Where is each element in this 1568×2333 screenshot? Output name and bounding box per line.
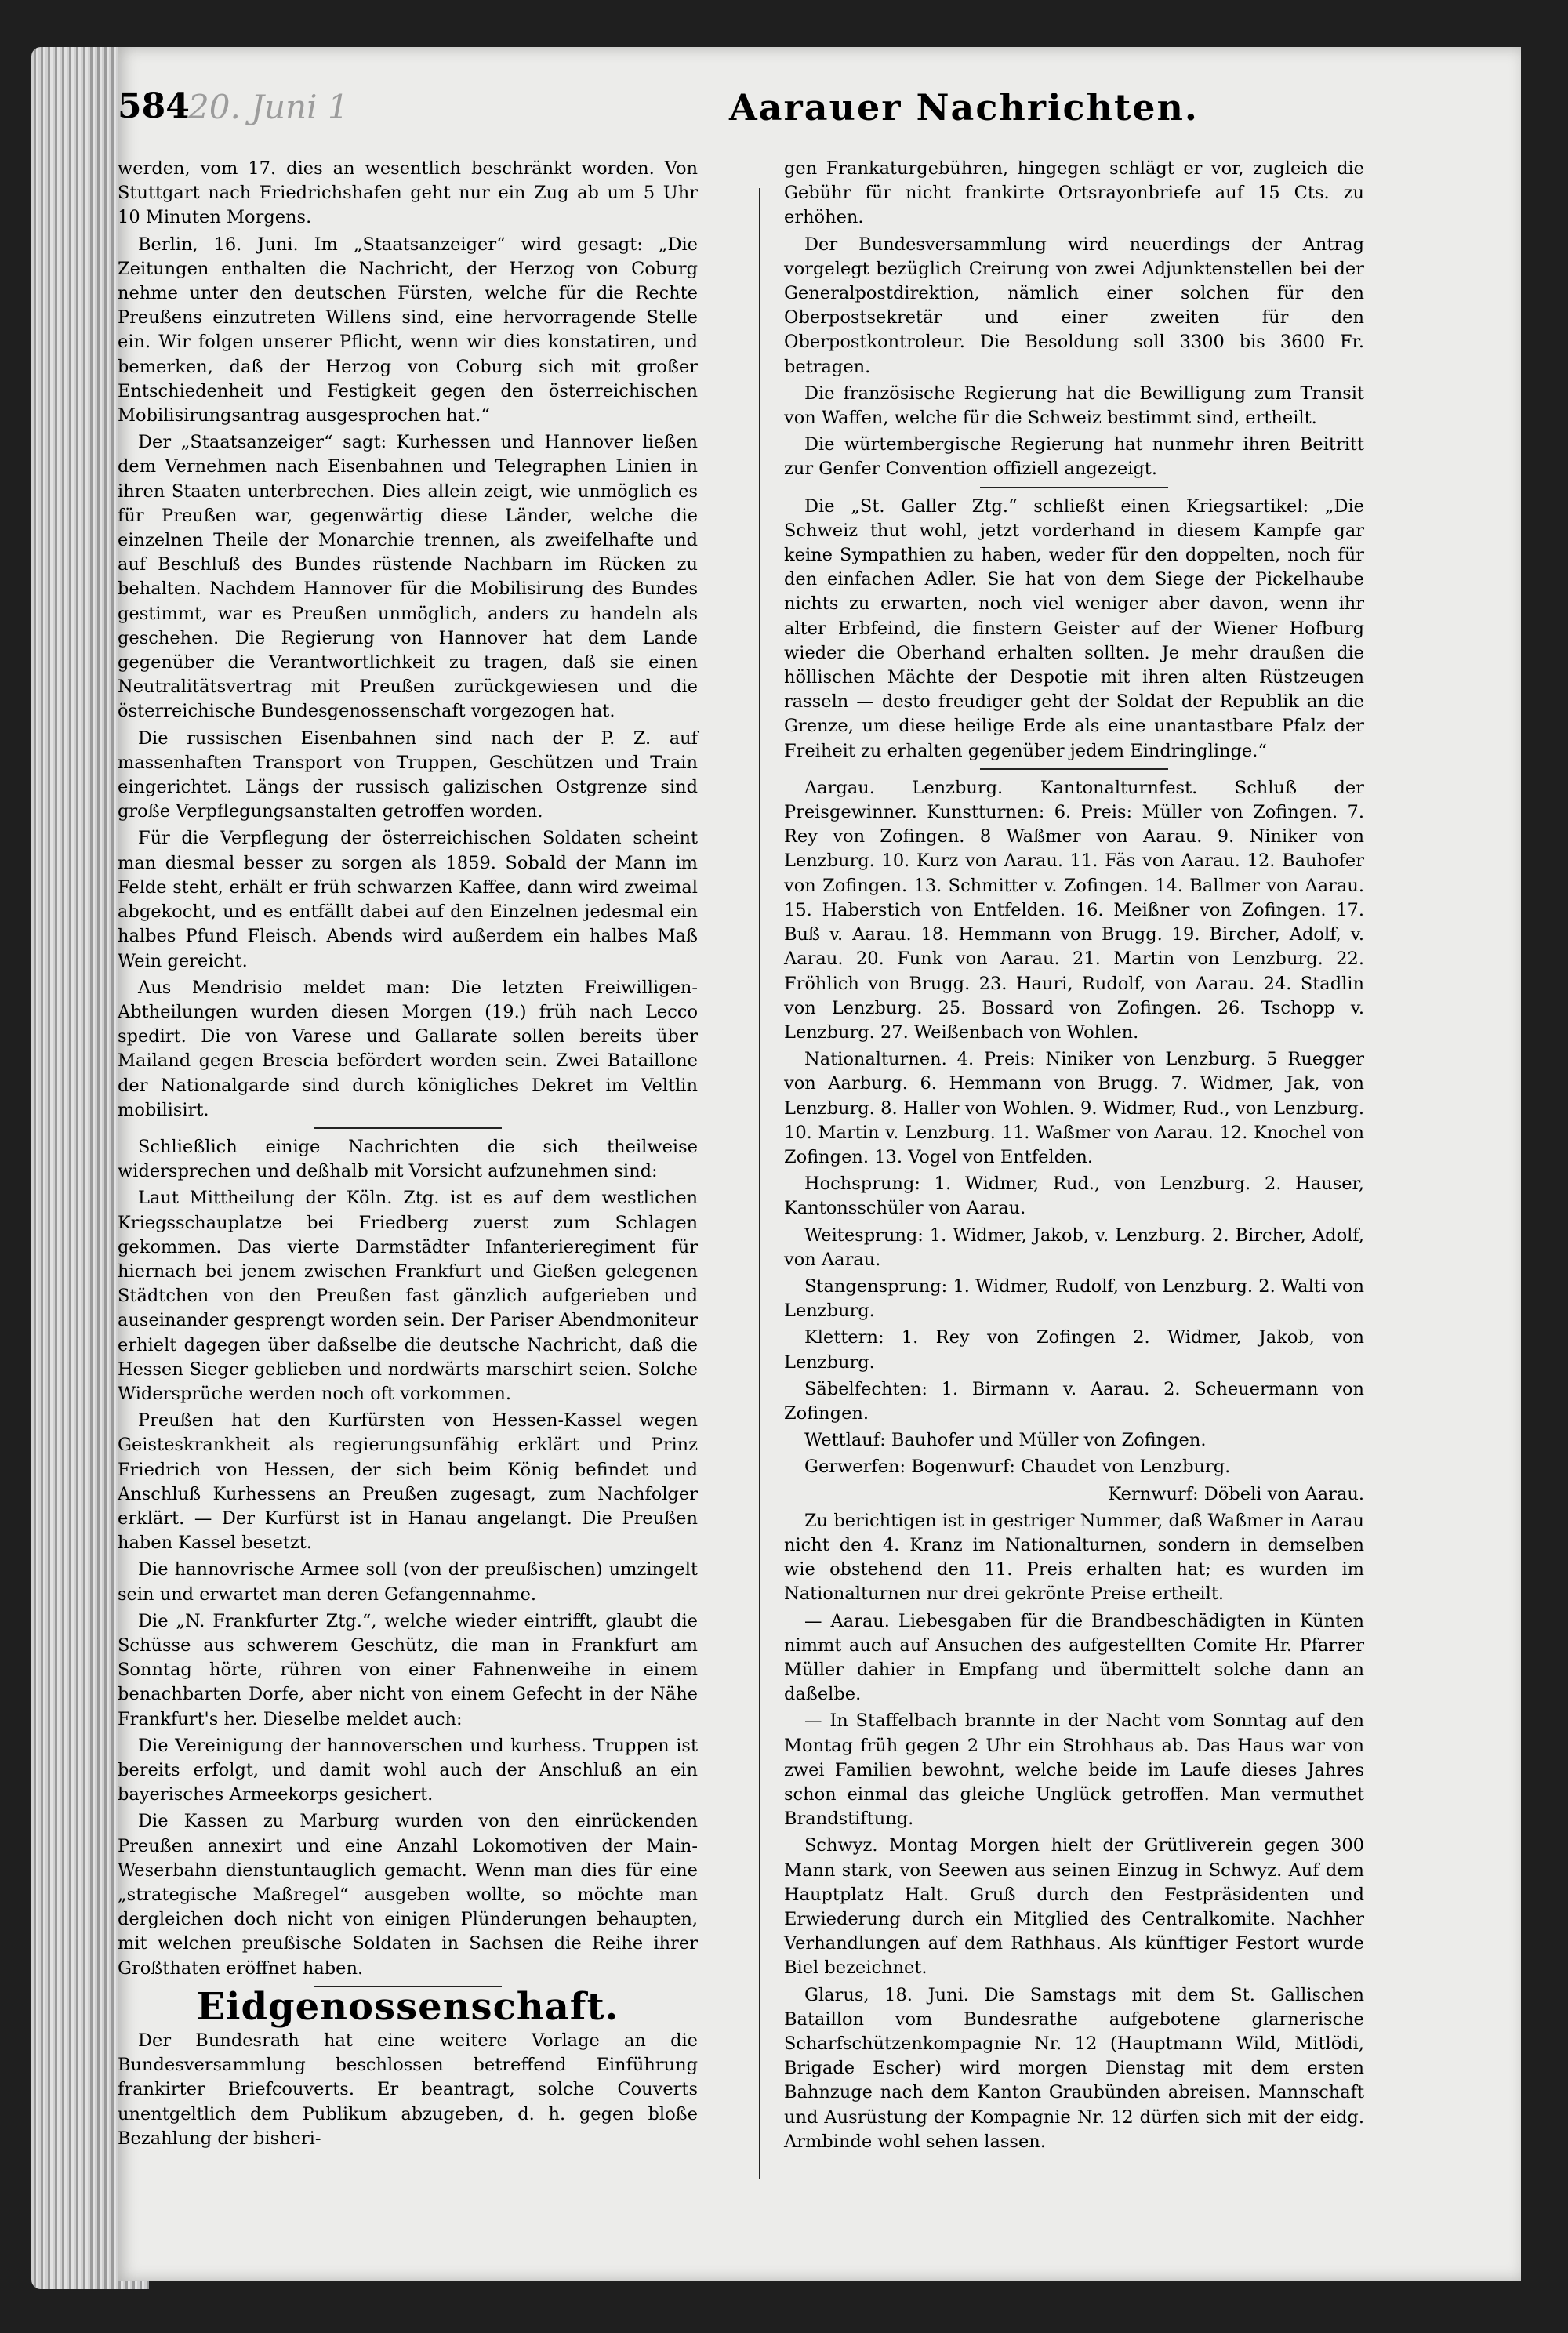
- separator-rule: [314, 1127, 502, 1129]
- article-paragraph: Aargau. Lenzburg. Kantonalturnfest. Schluß der Preisgewinner. Kunstturnen: 6. Preis: Müller von Zofingen. 7. Rey von Zofingen. 8 Waßmer von Aarau. 9. Niniker von Lenzburg. 10. Kurz von Aarau. 11. Fäs von Aarau. 12. Bauhofer von Zofingen. 13. Schmitter v. Zofingen. 14. Ballmer von Aarau. 15. Haberstich von Entfelden. 16. Meißner von Zofingen. 17. Buß v. Aarau. 18. Hemmann von Brugg. 19. Bircher, Adolf, v. Aarau. 20. Funk von Aarau. 21. Martin von Lenzburg. 22. Fröhlich von Brugg. 23. Hauri, Rudolf, von Aarau. 24. Stadlin von Lenzburg. 25. Bossard von Zofingen. 26. Tschopp v. Lenzburg. 27. Weißenbach von Wohlen.: [784, 777, 1364, 1043]
- article-paragraph: — Aarau. Liebesgaben für die Brandbeschädigten in Künten nimmt auch auf Ansuchen des aufgestellten Comite Hr. Pfarrer Müller dahier in Empfang und übermittelt solche dann an daßelbe.: [784, 1610, 1364, 1705]
- page-header: [118, 86, 1388, 149]
- article-paragraph: gen Frankaturgebühren, hingegen schlägt er vor, zugleich die Gebühr für nicht frankirte Ortsrayonbriefe auf 15 Cts. zu erhöhen.: [784, 158, 1364, 228]
- article-paragraph: Schwyz. Montag Morgen hielt der Grütliverein gegen 300 Mann stark, von Seewen aus seinen Einzug in Schwyz. Auf dem Hauptplatz Halt. Gruß durch den Festpräsidenten und Erwiederung durch ein Mitglied des Centralkomite. Nachher Verhandlungen auf dem Rathhaus. Als künftiger Festort wurde Biel bezeichnet.: [784, 1835, 1364, 1979]
- article-paragraph: Glarus, 18. Juni. Die Samstags mit dem St. Gallischen Bataillon vom Bundesrathe aufgebotene glarnerische Scharfschützenkompagnie Nr. 12 (Hauptmann Wild, Mitlödi, Brigade Escher) wird morgen Dienstag mit dem ersten Bahnzuge nach dem Kanton Graubünden abreisen. Mannschaft und Ausrüstung der Kompagnie Nr. 12 dürfen sich mit der eidg. Armbinde wohl sehen lassen.: [784, 1984, 1364, 2152]
- separator-rule: [980, 768, 1168, 770]
- left-column: [118, 157, 698, 2153]
- article-paragraph: Die hannovrische Armee soll (von der preußischen) umzingelt sein und erwartet man deren Gefangennahme.: [118, 1559, 698, 1605]
- page-number: 584: [118, 86, 190, 126]
- article-paragraph: Klettern: 1. Rey von Zofingen 2. Widmer, Jakob, von Lenzburg.: [784, 1327, 1364, 1373]
- article-paragraph: Stangensprung: 1. Widmer, Rudolf, von Lenzburg. 2. Walti von Lenzburg.: [784, 1275, 1364, 1322]
- separator-rule: [980, 487, 1168, 488]
- bleed-through-text: 20. Juni 1: [188, 88, 349, 126]
- article-paragraph: Die russischen Eisenbahnen sind nach der P. Z. auf massenhaften Transport von Truppen, Geschützen und Train eingerichtet. Längs der russisch galizischen Ostgrenze sind große Verpflegungsanstalten getroffen worden.: [118, 727, 698, 822]
- article-paragraph: Der Bundesversammlung wird neuerdings der Antrag vorgelegt bezüglich Creirung von zwei Adjunktenstellen bei der Generalpostdirektion, nämlich einer solchen für den Oberpostsekretär und einer zweiten für den Oberpostkontroleur. Die Besoldung soll 3300 bis 3600 Fr. betragen.: [784, 234, 1364, 377]
- article-paragraph: Preußen hat den Kurfürsten von Hessen-Kassel wegen Geisteskrankheit als regierungsunfähig erklärt und Prinz Friedrich von Hessen, der sich beim König befindet und Anschluß Kurhessens an Preußen zugesagt, zum Nachfolger erklärt. — Der Kurfürst ist in Hanau angelangt. Die Preußen haben Kassel besetzt.: [118, 1410, 698, 1554]
- article-paragraph: Aus Mendrisio meldet man: Die letzten Freiwilligen-Abtheilungen wurden diesen Morgen (19.) früh nach Lecco spedirt. Die von Varese und Gallarate sollen bereits über Mailand gegen Brescia befördert worden sein. Zwei Bataillone der Nationalgarde sind durch königliches Dekret im Veltlin mobilisirt.: [118, 977, 698, 1120]
- article-paragraph: Weitesprung: 1. Widmer, Jakob, v. Lenzburg. 2. Bircher, Adolf, von Aarau.: [784, 1225, 1364, 1270]
- article-paragraph: — In Staffelbach brannte in der Nacht vom Sonntag auf den Montag früh gegen 2 Uhr ein Strohhaus ab. Das Haus war von zwei Familien bewohnt, welche beide im Laufe dieses Jahres schon einmal das gleiche Unglück getroffen. Man vermuthet Brandstiftung.: [784, 1711, 1364, 1830]
- article-paragraph: Die französische Regierung hat die Bewilligung zum Transit von Waffen, welche für die Schweiz bestimmt sind, ertheilt.: [784, 383, 1364, 429]
- article-paragraph: Laut Mittheilung der Köln. Ztg. ist es auf dem westlichen Kriegsschauplatze bei Friedberg zuerst zum Schlagen gekommen. Das vierte Darmstädter Infanterieregiment für hiernach bei jenem zwischen Frankfurt und Gießen gelegenen Städtchen von den Preußen fast gänzlich aufgerieben und auseinander gesprengt worden sein. Der Pariser Abendmoniteur erhielt dagegen über daßselbe die deutsche Nachricht, daß die Hessen Sieger geblieben und nordwärts marschirt seien. Solche Widersprüche werden noch oft vorkommen.: [118, 1188, 698, 1404]
- article-paragraph: Die „N. Frankfurter Ztg.“, welche wieder eintrifft, glaubt die Schüsse aus schwerem Geschütz, die man in Frankfurt am Sonntag hörte, rühren von einer Fahnenweihe in einem benachbarten Dorfe, aber nicht von einem Gefecht in der Nähe Frankfurt's her. Dieselbe meldet auch:: [118, 1610, 698, 1729]
- article-paragraph: Der Bundesrath hat eine weitere Vorlage an die Bundesversammlung beschlossen betreffend Einführung frankirter Briefcouverts. Er beantragt, solche Couverts unentgeltlich dem Publikum abzugeben, d. h. gegen bloße Bezahlung der bisheri-: [118, 2030, 698, 2149]
- article-paragraph: werden, vom 17. dies an wesentlich beschränkt worden. Von Stuttgart nach Friedrichshafen geht nur ein Zug ab um 5 Uhr 10 Minuten Morgens.: [118, 158, 698, 228]
- article-paragraph: Kernwurf: Döbeli von Aarau.: [1108, 1483, 1364, 1504]
- article-paragraph: Hochsprung: 1. Widmer, Rud., von Lenzburg. 2. Hauser, Kantonsschüler von Aarau.: [784, 1174, 1364, 1219]
- column-divider: [759, 188, 760, 2179]
- article-paragraph: Nationalturnen. 4. Preis: Niniker von Lenzburg. 5 Ruegger von Aarburg. 6. Hemmann von Brugg. 7. Widmer, Jak, von Lenzburg. 8. Haller von Wohlen. 9. Widmer, Rud., von Lenzburg. 10. Martin v. Lenzburg. 11. Waßmer von Aarau. 12. Knochel von Zofingen. 13. Vogel von Entfelden.: [784, 1049, 1364, 1167]
- article-paragraph: Schließlich einige Nachrichten die sich theilweise widersprechen und deßhalb mit Vorsicht aufzunehmen sind:: [118, 1136, 698, 1182]
- article-paragraph: Gerwerfen: Bogenwurf: Chaudet von Lenzburg.: [804, 1457, 1231, 1478]
- article-paragraph: Die würtembergische Regierung hat nunmehr ihren Beitritt zur Genfer Convention offiziell angezeigt.: [784, 434, 1364, 480]
- section-heading: Eidgenossenschaft.: [196, 1984, 619, 2029]
- article-paragraph: Die Kassen zu Marburg wurden von den einrückenden Preußen annexirt und eine Anzahl Lokomotiven der Main-Weserbahn dienstuntauglich gemacht. Wenn man dies für eine „strategische Maßregel“ ausgeben wollte, so möchte man dergleichen doch nicht von einigen Plünderungen behaupten, mit welchen preußische Soldaten in Sachsen die Reihe ihrer Großthaten eröffnet haben.: [118, 1811, 698, 1979]
- article-paragraph: Der „Staatsanzeiger“ sagt: Kurhessen und Hannover ließen dem Vernehmen nach Eisenbahnen und Telegraphen Linien in ihren Staaten unterbrechen. Dies allein zeigt, wie unmöglich es für Preußen war, gegenwärtig diese Länder, welche die einzelnen Theile der Monarchie trennen, als zweifelhafte und auf Beschluß des Bundes rüstende Nachbarn im Rücken zu behalten. Nachdem Hannover für die Mobilisirung des Bundes gestimmt, war es Preußen unmöglich, anders zu handeln als geschehen. Die Regierung von Hannover hat dem Lande gegenüber die Verantwortlichkeit zu tragen, daß sie einen Neutralitätsvertrag mit Preußen zurückgewiesen und die österreichische Bundesgenossenschaft vorgezogen hat.: [118, 432, 698, 722]
- right-column: [784, 157, 1364, 2157]
- article-paragraph: Berlin, 16. Juni. Im „Staatsanzeiger“ wird gesagt: „Die Zeitungen enthalten die Nachricht, der Herzog von Coburg nehme unter den deutschen Fürsten, welche für die Rechte Preußens einzutreten Willens sind, eine hervorragende Stelle ein. Wir folgen unserer Pflicht, wenn wir dies konstatiren, und bemerken, daß der Herzog von Coburg sich mit großer Entschiedenheit und Festigkeit gegen den österreichischen Mobilisirungsantrag ausgesprochen hat.“: [118, 234, 698, 426]
- article-paragraph: Für die Verpflegung der österreichischen Soldaten scheint man diesmal besser zu sorgen als 1859. Sobald der Mann im Felde steht, erhält er früh schwarzen Kaffee, dann wird zweimal abgekocht, und es entfällt dabei auf den Einzelnen jedesmal ein halbes Pfund Fleisch. Abends wird außerdem ein halbes Maß Wein gereicht.: [118, 828, 698, 971]
- article-paragraph: Wettlauf: Bauhofer und Müller von Zofingen.: [804, 1430, 1207, 1451]
- newspaper-title: Aarauer Nachrichten.: [729, 86, 1199, 129]
- article-paragraph: Säbelfechten: 1. Birmann v. Aarau. 2. Scheuermann von Zofingen.: [784, 1378, 1364, 1424]
- article-paragraph: Die „St. Galler Ztg.“ schließt einen Kriegsartikel: „Die Schweiz thut wohl, jetzt vorderhand in diesem Kampfe gar keine Sympathien zu haben, weder für den doppelten, noch für den einfachen Adler. Sie hat von dem Siege der Pickelhaube nichts zu erwarten, noch viel weniger aber davon, wenn ihr alter Erbfeind, die finstern Geister auf der Wiener Hofburg wieder die Oberhand erhalten sollten. Je mehr draußen die höllischen Mächte der Despotie mit ihren alten Rüstzeugen rasseln — desto freudiger geht der Soldat der Republik an die Grenze, um diese heilige Erde als eine unantastbare Pfalz der Freiheit zu erhalten gegenüber jedem Eindringlinge.“: [784, 495, 1364, 761]
- article-paragraph: Zu berichtigen ist in gestriger Nummer, daß Waßmer in Aarau nicht den 4. Kranz im Nationalturnen, sondern in demselben wie obstehend den 11. Preis erhalten hat; es wurden im Nationalturnen nur drei gekrönte Preise ertheilt.: [784, 1510, 1364, 1605]
- article-paragraph: Die Vereinigung der hannoverschen und kurhess. Truppen ist bereits erfolgt, und damit wohl auch der Anschluß an ein bayerisches Armeekorps gesichert.: [118, 1735, 698, 1805]
